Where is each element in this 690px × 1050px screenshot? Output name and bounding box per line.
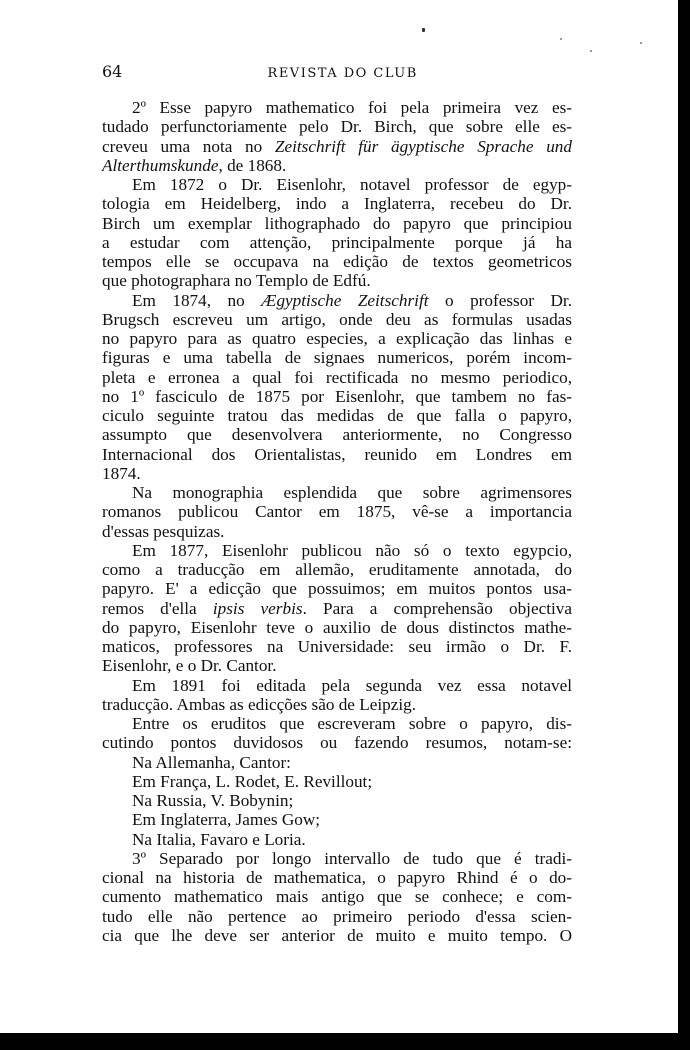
text-line: do papyro, Eisenlohr teve o auxilio de dous distinctos mathe- <box>102 617 572 637</box>
text-line: tempos elle se occupava na edição de textos geometricos <box>102 252 572 271</box>
ink-speck <box>422 28 425 32</box>
text-line: Em 1877, Eisenlohr publicou não só o texto egypcio, <box>132 540 572 560</box>
text-line: romanos publicou Cantor em 1875, vê-se a importancia <box>102 502 572 522</box>
text-line: Eisenlohr, e o Dr. Cantor. <box>102 656 277 676</box>
text-line: Em França, L. Rodet, E. Revillout; <box>132 771 373 791</box>
scan-border-right <box>678 0 690 1050</box>
text-line: d'essas pesquizas. <box>102 521 225 541</box>
text-line: Internacional dos Orientalistas, reunido em Londres em <box>102 444 572 464</box>
text-line: Em 1891 foi editada pela segunda vez essa notavel <box>132 675 572 695</box>
text-line: cional na historia de mathematica, o papyro Rhind é o do- <box>102 868 572 887</box>
text-line: ciculo seguinte tratou das medidas de que falla o papyro, <box>102 406 572 425</box>
text-line: 1874. <box>102 463 141 483</box>
text-line: no papyro para as quatro especies, a explicação das linhas e <box>102 329 572 348</box>
text-line: 2º Esse papyro mathematico foi pela primeira vez es- <box>132 98 572 117</box>
text-line: Em 1872 o Dr. Eisenlohr, notavel professor de egyp- <box>132 175 572 194</box>
text-line: cia que lhe deve ser anterior de muito e muito tempo. O <box>102 925 572 945</box>
text-line: como a traducção em allemão, eruditamente annotada, do <box>102 560 572 579</box>
text-line: Na Allemanha, Cantor: <box>132 752 291 772</box>
text-line: Na Italia, Favaro e Loria. <box>132 829 306 849</box>
text-line: remos d'ella ipsis verbis. Para a comprehensão objectiva <box>102 598 572 618</box>
text-line: creveu uma nota no Zeitschrift für ägyptische Sprache und <box>102 136 572 156</box>
text-line: papyro. E' a edicção que possuimos; em muitos pontos usa- <box>102 579 572 599</box>
page-header <box>102 62 583 81</box>
text-line: assumpto que desenvolvera anteriormente, no Congresso <box>102 425 572 445</box>
text-line: Alterthumskunde, de 1868. <box>102 155 287 175</box>
text-line: tudo elle não pertence ao primeiro periodo d'essa scien- <box>102 906 572 926</box>
text-line: Na Russia, V. Bobynin; <box>132 791 294 810</box>
text-line: tologia em Heidelberg, indo a Inglaterra, recebeu do Dr. <box>102 194 572 214</box>
text-line: pleta e erronea a qual foi rectificada no mesmo periodico, <box>102 367 572 387</box>
text-line: Em Inglaterra, James Gow; <box>132 810 321 830</box>
text-line: que photographara no Templo de Edfú. <box>102 271 371 291</box>
text-line: Em 1874, no Ægyptische Zeitschrift o professor Dr. <box>132 290 572 310</box>
text-line: Brugsch escreveu um artigo, onde deu as formulas usadas <box>102 309 572 329</box>
text-line: cutindo pontos duvidosos ou fazendo resumos, notam-se: <box>102 733 572 753</box>
text-line: Na monographia esplendida que sobre agrimensores <box>132 483 572 502</box>
page-number: 64 <box>102 62 123 81</box>
text-line: a estudar com attenção, principalmente porque já ha <box>102 232 572 252</box>
text-line: 3º Separado por longo intervallo de tudo que é tradi- <box>132 848 572 868</box>
running-title: REVISTA DO CLUB <box>267 66 418 81</box>
text-line: cumento mathematico mais antigo que se conhece; e com- <box>102 887 572 907</box>
text-line: Entre os eruditos que escreveram sobre o papyro, dis- <box>132 714 572 733</box>
ink-speck <box>640 42 642 44</box>
text-line: traducção. Ambas as edicções são de Leipzig. <box>102 694 417 714</box>
text-line: no 1º fasciculo de 1875 por Eisenlohr, que tambem no fas- <box>102 386 572 406</box>
ink-speck <box>560 38 562 40</box>
body-text <box>102 98 572 945</box>
text-line: Birch um exemplar lithographado do papyro que principiou <box>102 213 572 233</box>
text-line: figuras e uma tabella de signaes numericos, porém incom- <box>102 348 572 368</box>
text-line: tudado perfunctoriamente pelo Dr. Birch, que sobre elle es- <box>102 117 572 137</box>
text-line: maticos, professores na Universidade: seu irmão o Dr. F. <box>102 637 572 656</box>
scan-border-bottom <box>0 1033 690 1050</box>
ink-speck <box>590 50 592 52</box>
